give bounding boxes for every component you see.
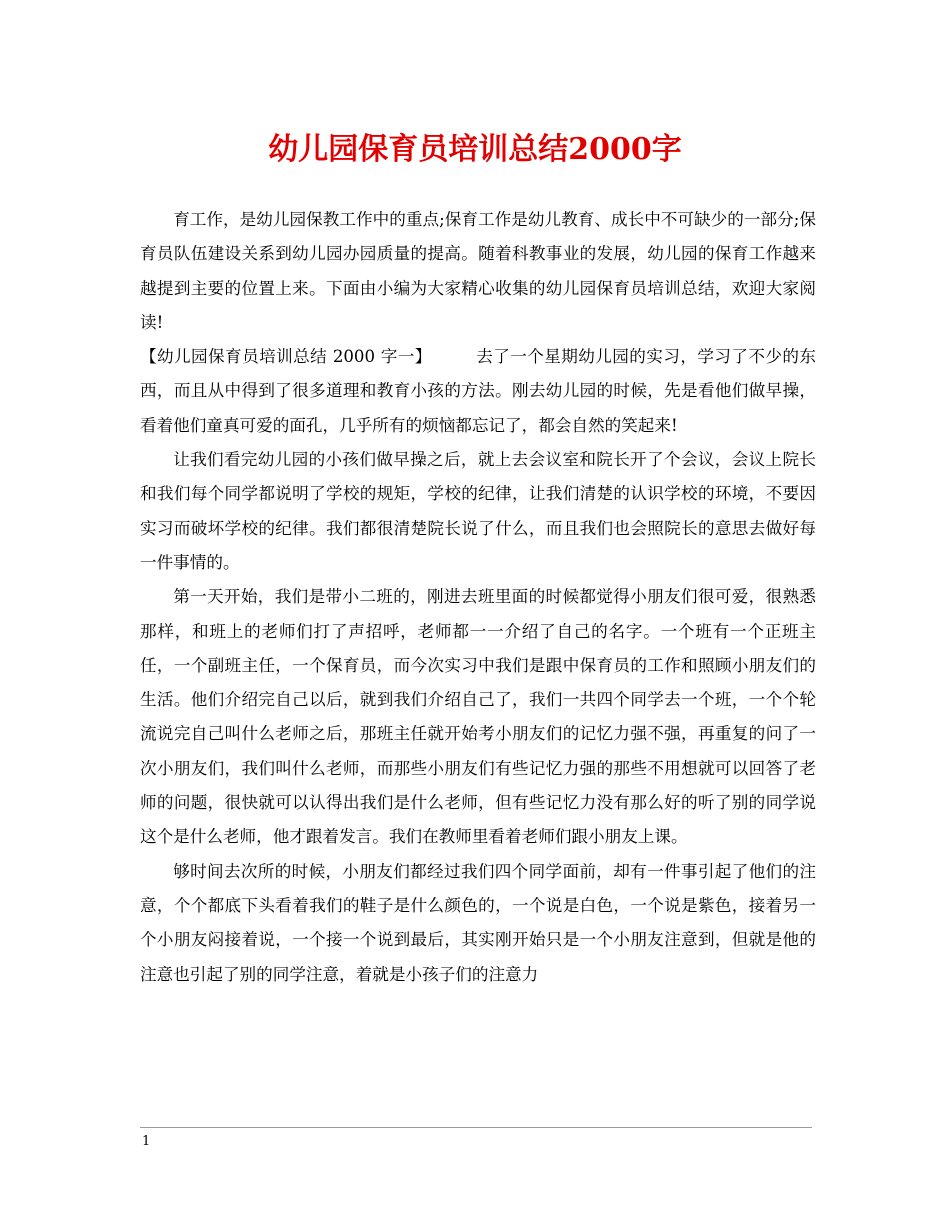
section-one-text: 去了一个星期幼儿园的实习，学习了不少的东西，而且从中得到了很多道理和教育小孩的方法。刚去幼儿园的时候，先是看他们做早操，看着他们童真可爱的面孔，几乎所有的烦恼都忘记了，都会自然的笑起来! bbox=[140, 347, 817, 435]
document-title: 幼儿园保育员培训总结2000字 bbox=[268, 132, 682, 167]
section-one-paragraph bbox=[140, 340, 816, 443]
section-one-heading: 【幼儿园保育员培训总结 2000 字一】 bbox=[140, 347, 432, 367]
restroom-paragraph: 够时间去次所的时候，小朋友们都经过我们四个同学面前，却有一件事引起了他们的注意，个个都底下头看着我们的鞋子是什么颜色的，一个说是白色，一个说是紫色，接着另一个小朋友闷接着说，一个接一个说到最后，其实刚开始只是一个小朋友注意到，但就是他的注意也引起了别的同学注意，着就是小孩子们的注意力 bbox=[140, 861, 816, 984]
intro-paragraph: 育工作，是幼儿园保教工作中的重点;保育工作是幼儿教育、成长中不可缺少的一部分;保育员队伍建设关系到幼儿园办园质量的提高。随着科教事业的发展，幼儿园的保育工作越来越提到主要的位置上来。下面由小编为大家精心收集的幼儿园保育员培训总结，欢迎大家阅读! bbox=[140, 210, 816, 332]
footer-divider bbox=[140, 1127, 812, 1128]
first-day-paragraph: 第一天开始，我们是带小二班的，刚进去班里面的时候都觉得小朋友们很可爱，很熟悉那样，和班上的老师们打了声招呼，老师都一一介绍了自己的名字。一个班有一个正班主任，一个副班主任，一个保育员，而今次实习中我们是跟中保育员的工作和照顾小朋友们的生活。他们介绍完自己以后，就到我们介绍自己了，我们一共四个同学去一个班，一个个轮流说完自己叫什么老师之后，那班主任就开始考小朋友们的记忆力强不强，再重复的问了一次小朋友们，我们叫什么老师，而那些小朋友们有些记忆力强的那些不用想就可以回答了老师的问题，很快就可以认得出我们是什么老师，但有些记忆力没有那么好的听了别的同学说这个是什么老师，他才跟着发言。我们在教师里看着老师们跟小朋友上课。 bbox=[140, 587, 816, 847]
meeting-paragraph: 让我们看完幼儿园的小孩们做早操之后，就上去会议室和院长开了个会议，会议上院长和我们每个同学都说明了学校的规矩，学校的纪律，让我们清楚的认识学校的环境，不要因实习而破坏学校的纪律。我们都很清楚院长说了什么，而且我们也会照院长的意思去做好每一件事情的。 bbox=[140, 450, 816, 572]
page-number: 1 bbox=[142, 1134, 151, 1149]
document-body bbox=[140, 203, 816, 992]
